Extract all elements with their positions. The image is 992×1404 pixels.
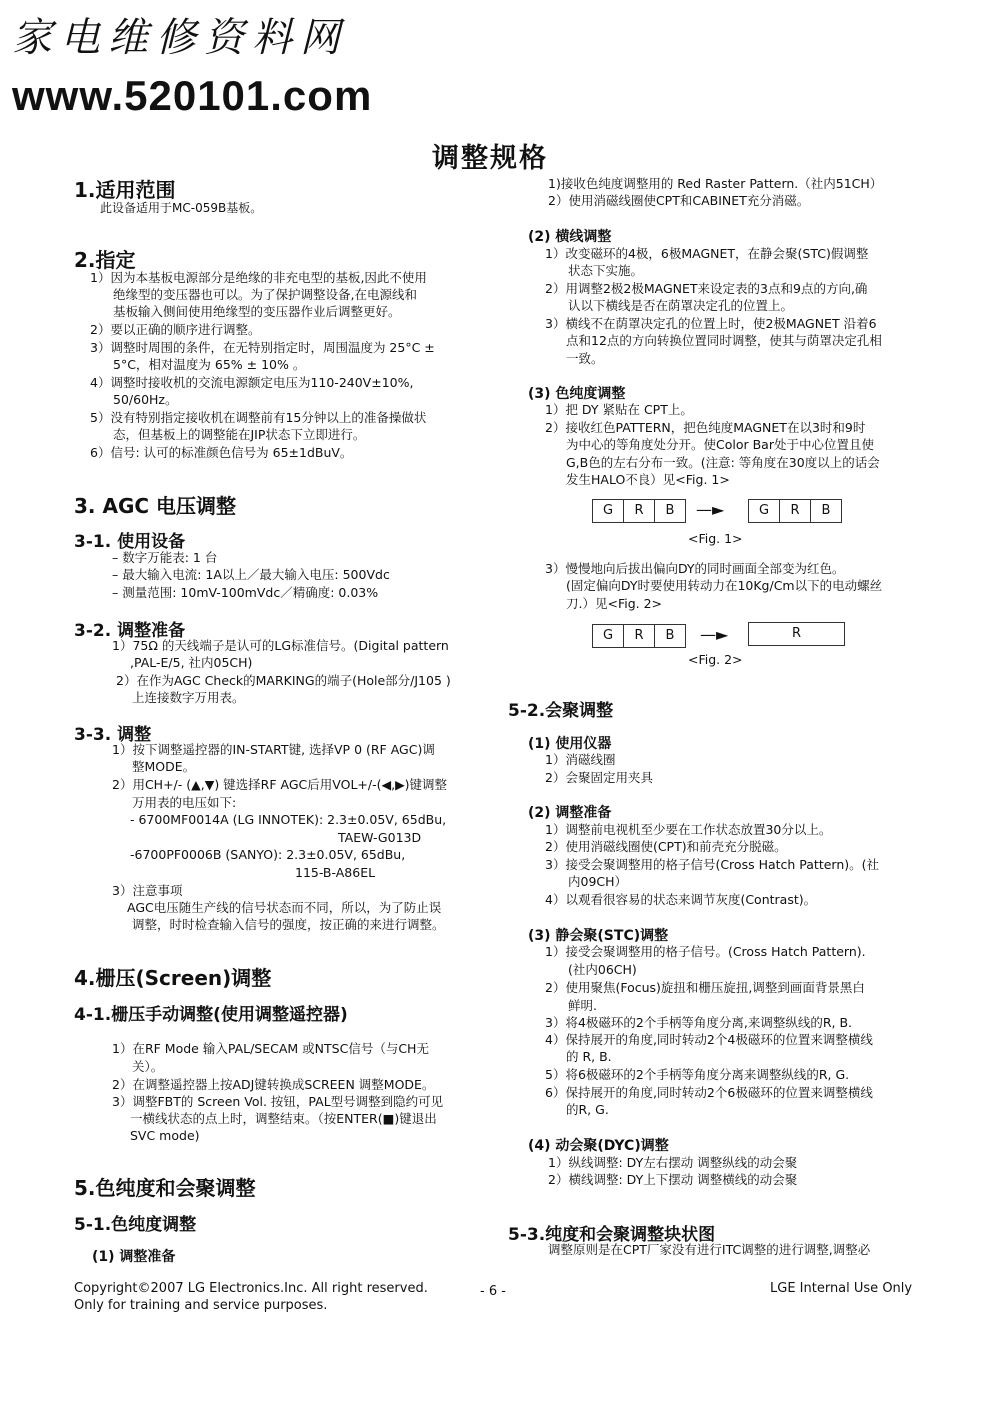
s2-line: 态，但基板上的调整能在JIP状态下立即进行。 xyxy=(113,427,366,442)
s32-line: 2）在作为AGC Check的MARKING的端子(Hole部分/J105 ) xyxy=(116,673,451,688)
c3-line: 6）保持展开的角度,同时转动2个6极磁环的位置来调整横线 xyxy=(545,1085,873,1100)
r3-line: 3）慢慢地向后拔出偏向DY的同时画面全部变为红色。 xyxy=(545,561,845,576)
section-1-heading: 1.适用范围 xyxy=(74,178,176,202)
s31-line: – 数字万能表: 1 台 xyxy=(112,550,218,565)
s33-line: AGC电压随生产线的信号状态而不同，所以，为了防止误 xyxy=(127,900,442,915)
section-3-heading: 3. AGC 电压调整 xyxy=(74,494,237,518)
c2-line: 4）以观看很容易的状态来调节灰度(Contrast)。 xyxy=(545,892,817,907)
s33-line: 整MODE。 xyxy=(132,759,196,774)
r3-line: 2）接收红色PATTERN，把色纯度MAGNET在以3时和9时 xyxy=(545,420,866,435)
c4-line: 1）纵线调整: DY左右摆动 调整纵线的动会聚 xyxy=(548,1155,798,1170)
r-top-line: 1)接收色纯度调整用的 Red Raster Pattern.（社内51CH） xyxy=(548,176,883,191)
s53-text: 调整原则是在CPT厂家没有进行ITC调整的进行调整,调整必 xyxy=(548,1242,871,1257)
s33-line: 万用表的电压如下: xyxy=(132,795,237,810)
footer-page-number: - 6 - xyxy=(480,1284,506,1299)
r3-heading: (3) 色纯度调整 xyxy=(528,386,626,402)
c4-heading: (4) 动会聚(DYC)调整 xyxy=(528,1138,669,1154)
s33-line: 115-B-A86EL xyxy=(295,865,376,880)
r2-line: 3）横线不在荫罩决定孔的位置上时，使2极MAGNET 沿着6 xyxy=(545,316,877,331)
fig1-right-cell: G xyxy=(749,500,780,522)
c1-line: 1）消磁线圈 xyxy=(545,752,616,767)
c3-line: 4）保持展开的角度,同时转动2个4极磁环的位置来调整横线 xyxy=(545,1032,873,1047)
fig1-arrow-icon: —► xyxy=(696,500,725,519)
section-2-heading: 2.指定 xyxy=(74,248,136,272)
fig1-caption: <Fig. 1> xyxy=(688,531,743,546)
c3-line: 的R, G. xyxy=(566,1102,609,1117)
fig2-left-cell: B xyxy=(665,628,675,643)
fig1-left-cell: B xyxy=(665,503,675,518)
fig2-right-cell: R xyxy=(791,626,802,641)
s32-line: ,PAL-E/5, 社内05CH) xyxy=(130,655,253,670)
section-3-1-heading: 3-1. 使用设备 xyxy=(74,532,186,552)
c1-line: 2）会聚固定用夹具 xyxy=(545,770,653,785)
fig2-caption: <Fig. 2> xyxy=(688,652,743,667)
section-4-heading: 4.栅压(Screen)调整 xyxy=(74,966,272,990)
s2-line: 6）信号: 认可的标准颜色信号为 65±1dBuV。 xyxy=(90,445,353,460)
s41-line: 2）在调整遥控器上按ADJ键转换成SCREEN 调整MODE。 xyxy=(112,1077,435,1092)
section-5-2-heading: 5-2.会聚调整 xyxy=(508,701,614,721)
s41-line: 3）调整FBT的 Screen Vol. 按钮，PAL型号调整到隐约可见 xyxy=(112,1094,444,1109)
r3-line: (固定偏向DY时要使用转动力在10Kg/Cm以下的电动螺丝 xyxy=(566,578,883,593)
c3-line: 3）将4极磁环的2个手柄等角度分离,来调整纵线的R, B. xyxy=(545,1015,853,1030)
s33-line: - 6700MF0014A (LG INNOTEK): 2.3±0.05V, 65dBu, xyxy=(130,812,447,827)
r2-line: 2）用调整2极2极MAGNET来设定表的3点和9点的方向,确 xyxy=(545,281,868,296)
s31-line: – 测量范围: 10mV-100mVdc／精确度: 0.03% xyxy=(112,585,379,600)
c3-line: 5）将6极磁环的2个手柄等角度分离来调整纵线的R, G. xyxy=(545,1067,850,1082)
s2-line: 2）要以正确的顺序进行调整。 xyxy=(90,322,261,337)
r-top-line: 2）使用消磁线圈使CPT和CABINET充分消磁。 xyxy=(548,193,810,208)
s2-line: 5）没有特别指定接收机在调整前有15分钟以上的准备操做状 xyxy=(90,410,427,425)
fig1-right-cell: B xyxy=(821,503,831,518)
fig1-left-cell: R xyxy=(624,500,655,522)
page-title: 调整规格 xyxy=(432,143,548,174)
fig2-right-box xyxy=(748,622,845,646)
fig2-left-cell: R xyxy=(624,625,655,647)
fig2-left-box xyxy=(592,624,686,648)
s33-line: 3）注意事项 xyxy=(112,883,183,898)
watermark-url: www.520101.com xyxy=(12,72,373,119)
fig1-left-box xyxy=(592,499,686,523)
r3-line: 1）把 DY 紧贴在 CPT上。 xyxy=(545,402,693,417)
s2-line: 5°C，相对温度为 65% ± 10% 。 xyxy=(113,357,306,372)
c2-line: 3）接受会聚调整用的格子信号(Cross Hatch Pattern)。(社 xyxy=(545,857,880,872)
c3-line: 的 R, B. xyxy=(566,1049,612,1064)
fig2-left-cell: G xyxy=(593,625,624,647)
c1-heading: (1) 使用仪器 xyxy=(528,736,612,752)
r3-line: 刀.）见<Fig. 2> xyxy=(566,596,663,611)
s2-line: 基板输入侧间使用绝缘型的变压器作业后调整更好。 xyxy=(113,304,401,319)
s2-line: 绝缘型的变压器也可以。为了保护调整设备,在电源线和 xyxy=(113,287,417,302)
s2-line: 50/60Hz。 xyxy=(113,392,178,407)
watermark-chinese: 家电维修资料网 xyxy=(12,15,348,61)
c3-line: 1）接受会聚调整用的格子信号。(Cross Hatch Pattern). xyxy=(545,944,866,959)
fig1-right-cell: R xyxy=(780,500,811,522)
footer-training: Only for training and service purposes. xyxy=(74,1298,328,1313)
c2-line: 2）使用消磁线圈使(CPT)和前壳充分脱磁。 xyxy=(545,839,787,854)
s33-line: TAEW-G013D xyxy=(338,830,422,845)
r2-line: 点和12点的方向转换位置同时调整，使其与荫罩决定孔相 xyxy=(566,333,882,348)
section-4-1-heading: 4-1.栅压手动调整(使用调整遥控器) xyxy=(74,1005,348,1025)
fig1-left-cell: G xyxy=(593,500,624,522)
s33-line: 1）按下调整遥控器的IN-START键, 选择VP 0 (RF AGC)调 xyxy=(112,742,435,757)
c2-line: 1）调整前电视机至少要在工作状态放置30分以上。 xyxy=(545,822,832,837)
s2-line: 4）调整时接收机的交流电源额定电压为110-240V±10%, xyxy=(90,375,414,390)
s33-line: 2）用CH+/- (▲,▼) 键选择RF AGC后用VOL+/-(◀,▶)键调整 xyxy=(112,777,448,792)
s33-line: -6700PF0006B (SANYO): 2.3±0.05V, 65dBu, xyxy=(130,847,406,862)
section-3-2-heading: 3-2. 调整准备 xyxy=(74,621,186,641)
section-5-3-heading: 5-3.纯度和会聚调整块状图 xyxy=(508,1225,716,1245)
s2-line: 3）调整时周围的条件，在无特别指定时，周围温度为 25°C ± xyxy=(90,340,435,355)
r2-heading: (2) 横线调整 xyxy=(528,229,612,245)
c3-heading: (3) 静会聚(STC)调整 xyxy=(528,928,669,944)
section-5-heading: 5.色纯度和会聚调整 xyxy=(74,1176,256,1200)
c4-line: 2）横线调整: DY上下摆动 调整横线的动会聚 xyxy=(548,1172,798,1187)
c2-heading: (2) 调整准备 xyxy=(528,805,612,821)
r2-line: 一致。 xyxy=(566,351,604,366)
s41-line: 一横线状态的点上时，调整结束。（按ENTER(■)键退出 xyxy=(130,1111,437,1126)
section-1-text: 此设备适用于MC-059B基板。 xyxy=(100,201,263,215)
s31-line: – 最大输入电流: 1A以上／最大输入电压: 500Vdc xyxy=(112,567,390,582)
footer-internal: LGE Internal Use Only xyxy=(770,1281,913,1296)
s33-line: 调整，时时检查输入信号的强度，按正确的来进行调整。 xyxy=(132,917,445,932)
section-3-3-heading: 3-3. 调整 xyxy=(74,725,152,745)
s41-line: 1）在RF Mode 输入PAL/SECAM 或NTSC信号（与CH无 xyxy=(112,1041,429,1056)
s2-line: 1）因为本基板电源部分是绝缘的非充电型的基板,因此不使用 xyxy=(90,270,427,285)
r2-line: 认以下横线是否在荫罩决定孔的位置上。 xyxy=(568,298,794,313)
r3-line: 发生HALO不良）见<Fig. 1> xyxy=(566,472,730,487)
c2-line: 内09CH） xyxy=(568,874,628,889)
r3-line: 为中心的等角度处分开。使Color Bar处于中心位置且使 xyxy=(566,437,874,452)
r2-line: 1）改变磁环的4极，6极MAGNET，在静会聚(STC)假调整 xyxy=(545,246,869,261)
s32-line: 1）75Ω 的天线端子是认可的LG标准信号。(Digital pattern xyxy=(112,638,449,653)
c3-line: 鲜明. xyxy=(568,998,597,1013)
s51-subheading: (1) 调整准备 xyxy=(92,1249,176,1265)
fig1-right-box xyxy=(748,499,842,523)
c3-line: (社内06CH) xyxy=(568,962,637,977)
section-5-1-heading: 5-1.色纯度调整 xyxy=(74,1215,197,1235)
r2-line: 状态下实施。 xyxy=(568,263,644,278)
s41-line: 关）。 xyxy=(132,1059,164,1074)
s41-line: SVC mode) xyxy=(130,1128,200,1143)
s32-line: 上连接数字万用表。 xyxy=(132,690,245,705)
r3-line: G,B色的左右分布一致。(注意: 等角度在30度以上的话会 xyxy=(566,455,880,470)
footer-copyright: Copyright©2007 LG Electronics.Inc. All right reserved. xyxy=(74,1281,428,1296)
fig2-arrow-icon: —► xyxy=(700,625,729,644)
c3-line: 2）使用聚焦(Focus)旋扭和栅压旋扭,调整到画面背景黑白 xyxy=(545,980,865,995)
